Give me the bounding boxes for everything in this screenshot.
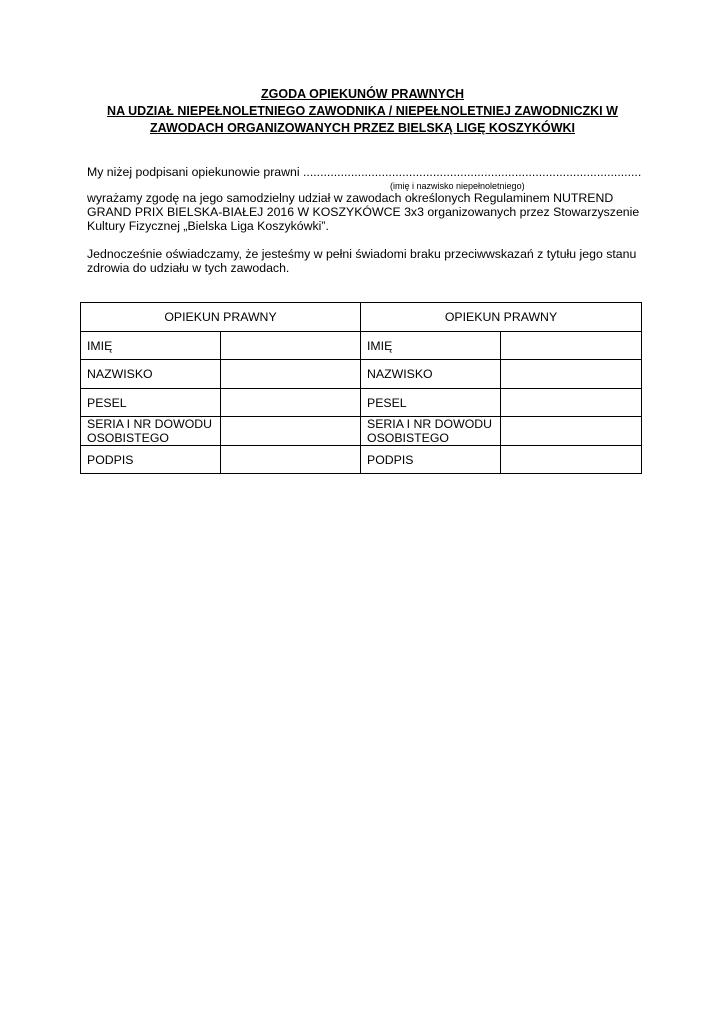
table-row-last-name — [81, 360, 642, 389]
guardian-1-id-number-field[interactable] — [221, 417, 361, 446]
guardian-2-signature-label: PODPIS — [361, 446, 501, 474]
guardian-2-id-number-label: SERIA I NR DOWODU OSOBISTEGO — [361, 417, 501, 446]
declaration-consent-line3: Kultury Fizycznej „Bielska Liga Koszykówki”. — [87, 219, 329, 233]
guardian-2-header: OPIEKUN PRAWNY — [361, 303, 642, 332]
declaration-health-line1: Jednocześnie oświadczamy, że jesteśmy w pełni świadomi braku przeciwwskazań z tytułu jego stanu — [87, 247, 637, 261]
guardian-1-last-name-label: NAZWISKO — [81, 360, 221, 389]
guardian-1-signature-field[interactable] — [221, 446, 361, 474]
declaration-consent-line1: wyrażamy zgodę na jego samodzielny udział w zawodach określonych Regulaminem NUTREND — [87, 191, 614, 205]
table-row-pesel — [81, 389, 642, 417]
guardian-2-signature-field[interactable] — [501, 446, 642, 474]
declaration-consent-line2: GRAND PRIX BIELSKA-BIAŁEJ 2016 W KOSZYKÓWCE 3x3 organizowanych przez Stowarzyszenie — [87, 205, 640, 219]
declaration-health-line2: zdrowia do udziału w tych zawodach. — [87, 261, 290, 275]
guardian-1-id-number-label: SERIA I NR DOWODU OSOBISTEGO — [81, 417, 221, 446]
guardian-1-first-name-label: IMIĘ — [81, 332, 221, 360]
guardian-2-id-number-field[interactable] — [501, 417, 642, 446]
table-header-row — [81, 303, 642, 332]
table-row-signature — [81, 446, 642, 474]
declaration-intro: My niżej podpisani opiekunowie prawni ................................................................................................... — [87, 165, 642, 179]
guardian-1-pesel-field[interactable] — [221, 389, 361, 417]
table-row-id-number — [81, 417, 642, 446]
document-subtitle-line1: NA UDZIAŁ NIEPEŁNOLETNIEGO ZAWODNIKA / NIEPEŁNOLETNIEJ ZAWODNICZKI W — [107, 104, 618, 118]
guardian-2-pesel-field[interactable] — [501, 389, 642, 417]
guardian-1-last-name-field[interactable] — [221, 360, 361, 389]
guardian-1-first-name-field[interactable] — [221, 332, 361, 360]
name-field-hint: (imię i nazwisko niepełnoletniego) — [390, 181, 525, 191]
guardian-1-pesel-label: PESEL — [81, 389, 221, 417]
guardian-2-last-name-label: NAZWISKO — [361, 360, 501, 389]
guardian-2-pesel-label: PESEL — [361, 389, 501, 417]
guardians-table — [80, 302, 642, 474]
document-subtitle-line2: ZAWODACH ORGANIZOWANYCH PRZEZ BIELSKĄ LIGĘ KOSZYKÓWKI — [150, 121, 575, 135]
document-title: ZGODA OPIEKUNÓW PRAWNYCH — [260, 87, 464, 101]
guardian-1-signature-label: PODPIS — [81, 446, 221, 474]
table-row-first-name — [81, 332, 642, 360]
guardian-2-last-name-field[interactable] — [501, 360, 642, 389]
guardian-1-header: OPIEKUN PRAWNY — [81, 303, 361, 332]
guardian-2-first-name-label: IMIĘ — [361, 332, 501, 360]
guardian-2-first-name-field[interactable] — [501, 332, 642, 360]
